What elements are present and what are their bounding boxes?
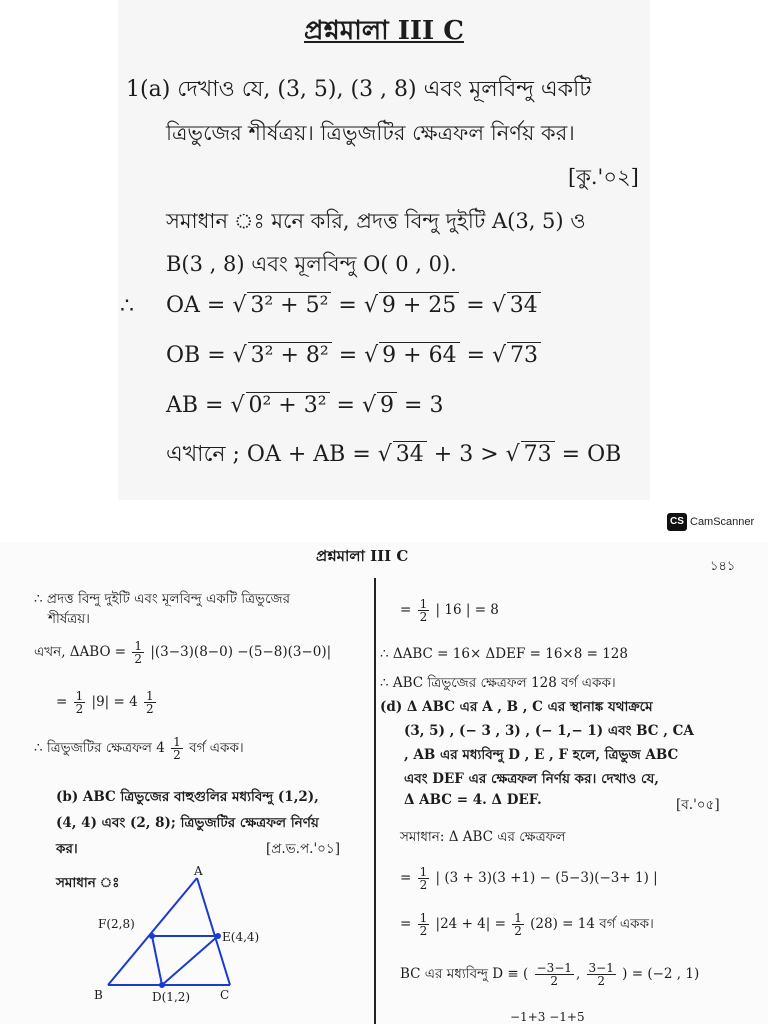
midpoint-y-numerator: 3−1 — [588, 961, 614, 975]
midpoint-d-value: ) = (−2 , 1) — [622, 966, 700, 982]
ab-lhs: AB = — [166, 393, 224, 418]
ob-lhs: OB = — [166, 343, 226, 368]
midpoint-d-label: BC এর মধ্যবিন্দু D ≡ ( — [400, 966, 529, 982]
question-d-line-1: (d) Δ ABC এর A , B , C এর স্থানাঙ্ক যথাক্রমে — [380, 699, 653, 715]
fraction-denominator: 2 — [550, 974, 559, 988]
half-fraction — [418, 598, 430, 623]
inequality-result: = OB — [561, 442, 622, 467]
page-gap — [0, 500, 768, 542]
point-f — [149, 933, 155, 939]
left-line-1: ∴ প্রদত্ত বিন্দু দুইটি এবং মূলবিন্দু একটি ত্রিভুজের — [34, 591, 291, 607]
fraction-denominator: 2 — [173, 748, 181, 762]
page-number: ১৪১ — [710, 559, 736, 574]
bottom-page-heading: প্রশ্নমালা III C — [316, 547, 409, 565]
equals-sign: = — [400, 602, 412, 618]
question-reference: [কু.'০২] — [568, 165, 639, 189]
solution-label: সমাধান ঃ — [56, 875, 120, 891]
area-abc-result — [400, 912, 654, 937]
area-abc-equation — [400, 866, 658, 891]
ob-radicand-1: 3² + 8² — [248, 342, 332, 368]
page-heading: প্রশ্নমালা III C — [304, 16, 464, 46]
equals-sign: = — [400, 870, 412, 886]
equals-sign: = — [56, 694, 68, 710]
area-conclusion — [34, 736, 244, 761]
oa-lhs: OA = — [166, 293, 226, 318]
area-conclusion-unit: বর্গ একক। — [189, 740, 244, 756]
fraction-denominator: 2 — [146, 702, 154, 716]
half-fraction — [418, 866, 430, 891]
area-def-result — [400, 598, 499, 623]
inequality-radicand-1: 34 — [393, 441, 427, 467]
therefore-symbol: ∴ — [120, 294, 134, 319]
ob-radicand-2: 9 + 64 — [379, 342, 459, 368]
oa-radicand-3: 34 — [507, 292, 541, 318]
point-d — [159, 982, 165, 988]
half-fraction — [512, 912, 524, 937]
solution-line-1: সমাধান ঃ মনে করি, প্রদত্ত বিন্দু দুইটি A(3, 5) ও — [166, 209, 586, 233]
area-conclusion-text: ∴ ত্রিভুজটির ক্ষেত্রফল 4 — [34, 740, 165, 756]
area-abc-abs: |24 + 4| = — [435, 916, 506, 932]
fraction-numerator: 1 — [134, 639, 143, 653]
fraction-numerator: 1 — [173, 735, 181, 749]
inequality-radicand-2: 73 — [521, 441, 555, 467]
fraction-numerator: 1 — [419, 597, 428, 611]
inequality-lhs: এখানে ; OA + AB = — [166, 442, 371, 467]
fraction-denominator: 2 — [597, 974, 606, 988]
area-abc-value: (28) = 14 বর্গ একক। — [530, 916, 654, 932]
question-1a-line-2: ত্রিভুজের শীর্ষত্রয়। ত্রিভুজটির ক্ষেত্রফল নির্ণয় কর। — [166, 121, 575, 145]
equals-sign: = — [400, 916, 412, 932]
ab-radicand-1: 0² + 3² — [246, 392, 330, 418]
point-e — [215, 933, 221, 939]
oa-radicand-2: 9 + 25 — [379, 292, 459, 318]
question-d-line-4: এবং DEF এর ক্ষেত্রফল নির্ণয় কর। দেখাও যে, — [404, 771, 660, 787]
area-abo-equation — [34, 640, 331, 665]
half-fraction — [171, 736, 183, 761]
fraction-denominator: 2 — [75, 702, 84, 716]
question-d-reference: [ব.'০৫] — [676, 797, 720, 813]
area-abo-value: |9| = 4 — [91, 694, 138, 710]
equation-oa: OA = √ 3² + 5² = √ 9 + 25 = √ 34 — [166, 292, 541, 318]
camscanner-logo-icon: CS — [667, 513, 687, 531]
inequality-middle: + 3 > — [433, 442, 499, 467]
area-abc-conclusion: ∴ ABC ত্রিভুজের ক্ষেত্রফল 128 বর্গ একক। — [380, 675, 616, 691]
question-d-line-5: Δ ABC = 4. Δ DEF. — [404, 792, 542, 808]
inequality-line: এখানে ; OA + AB = √ 34 + 3 > √ 73 = OB — [166, 442, 622, 467]
fraction-denominator: 2 — [419, 924, 428, 938]
label-b: B — [94, 988, 103, 1002]
question-b-line-1: (b) ABC ত্রিভুজের বাহুগুলির মধ্যবিন্দু (1,2), — [56, 789, 319, 805]
solution-line-2: B(3 , 8) এবং মূলবিন্দু O( 0 , 0). — [166, 252, 457, 276]
label-c: C — [220, 988, 230, 1002]
column-divider — [374, 578, 376, 1024]
label-d: D(1,2) — [152, 990, 191, 1004]
label-a: A — [194, 864, 203, 878]
area-abc-determinant: | (3 + 3)(3 +1) − (5−3)(−3+ 1) | — [435, 870, 658, 886]
half-fraction — [74, 690, 86, 715]
question-b-reference: [প্র.ভ.প.'০১] — [266, 841, 340, 857]
question-b-line-3: কর। — [56, 841, 78, 857]
fraction-numerator: 1 — [146, 689, 154, 703]
area-abo-result — [56, 690, 158, 715]
equation-ab: AB = √ 0² + 3² = √ 9 = 3 — [166, 393, 444, 418]
fraction-numerator: 1 — [419, 865, 428, 879]
fraction-denominator: 2 — [514, 924, 522, 938]
question-b-line-2: (4, 4) এবং (2, 8); ত্রিভুজটির ক্ষেত্রফল নির্ণয় — [56, 815, 319, 831]
question-d-line-2: (3, 5) , (− 3 , 3) , (− 1,− 1) এবং BC , CA — [404, 723, 694, 739]
ab-result: = 3 — [404, 393, 444, 418]
equation-ob: OB = √ 3² + 8² = √ 9 + 64 = √ 73 — [166, 342, 541, 368]
question-1a-line-1: 1(a) দেখাও যে, (3, 5), (3 , 8) এবং মূলবিন্দু একটি — [126, 77, 592, 102]
midpoint-y-fraction — [587, 962, 616, 987]
fraction-denominator: 2 — [419, 878, 428, 892]
camscanner-label: CamScanner — [690, 516, 755, 528]
label-e: E(4,4) — [222, 930, 260, 944]
midpoint-x-numerator: −3−1 — [536, 961, 572, 975]
half-fraction — [144, 690, 156, 715]
fraction-numerator: 1 — [75, 689, 84, 703]
fraction-numerator: 1 — [514, 911, 522, 925]
oa-radicand-1: 3² + 5² — [247, 292, 331, 318]
midpoint-d-equation: BC এর মধ্যবিন্দু D ≡ ( $\frac{-3-1}{2}$ , $\frac{3-1}{2}$ ) = (−2 , 1) — [400, 961, 700, 988]
area-def-value: | 16 | = 8 — [435, 602, 499, 618]
fraction-denominator: 2 — [134, 652, 143, 666]
half-fraction — [418, 912, 430, 937]
segment-ed — [162, 936, 218, 985]
area-abo-lhs: এখন, ΔABO = — [34, 644, 127, 660]
segment-fd — [152, 936, 162, 985]
question-d-line-3: , AB এর মধ্যবিন্দু D , E , F হলে, ত্রিভুজ ABC — [404, 747, 679, 763]
area-abc-relation: ∴ ΔABC = 16× ΔDEF = 16×8 = 128 — [380, 646, 628, 662]
side-ab — [108, 878, 197, 985]
fraction-numerator: 1 — [419, 911, 428, 925]
ob-radicand-3: 73 — [507, 342, 541, 368]
midpoint-x-fraction — [535, 962, 574, 987]
left-line-2: শীর্ষত্রয়। — [48, 611, 90, 627]
solution-d-heading: সমাধান: Δ ABC এর ক্ষেত্রফল — [400, 829, 566, 845]
label-f: F(2,8) — [98, 917, 135, 931]
cut-off-fraction: −1+3 −1+5 — [510, 1010, 585, 1024]
half-fraction — [132, 640, 144, 665]
area-abo-determinant: |(3−3)(8−0) −(5−8)(3−0)| — [150, 644, 332, 660]
fraction-denominator: 2 — [419, 610, 428, 624]
ab-radicand-2: 9 — [377, 392, 397, 418]
